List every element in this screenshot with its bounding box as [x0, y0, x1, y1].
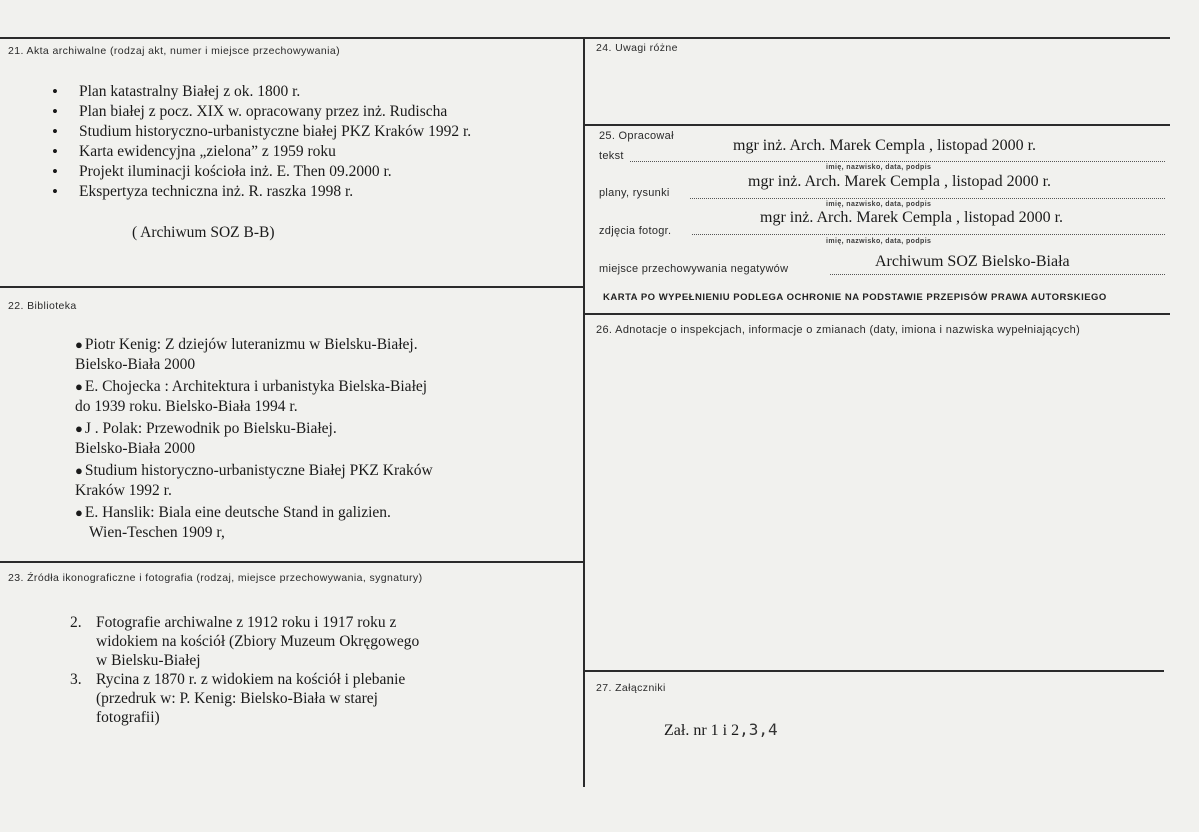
section-24-header: 24. Uwagi różne — [596, 42, 678, 54]
row-caption: imię, nazwisko, data, podpis — [826, 164, 932, 171]
row-value-tekst: mgr inż. Arch. Marek Cempla , listopad 2000 r. — [733, 137, 1037, 154]
section-21-list — [52, 82, 512, 202]
bib-line: Piotr Kenig: Z dziejów luteranizmu w Bielsku-Białej. — [84, 336, 418, 353]
section-22-header: 22. Biblioteka — [8, 300, 77, 312]
bullet-icon: ● — [75, 421, 83, 436]
list-item — [75, 503, 495, 543]
dotted-line — [692, 234, 1165, 235]
section-27-header: 27. Załączniki — [596, 682, 666, 694]
bib-line: Wien-Teschen 1909 r, — [89, 524, 225, 541]
list-item: • Plan katastralny Białej z ok. 1800 r. — [52, 82, 512, 102]
item-line: fotografii) — [96, 709, 160, 726]
section-23-list — [70, 613, 490, 727]
list-item — [70, 613, 490, 670]
bullet-icon: ● — [75, 337, 83, 352]
section-23-header: 23. Źródła ikonograficzne i fotografia (rodzaj, miejsce przechowywania, sygnatury) — [8, 572, 423, 584]
section-22-list — [75, 335, 495, 545]
dotted-line — [830, 274, 1165, 275]
list-item: • Studium historyczno-urbanistyczne białej PKZ Kraków 1992 r. — [52, 122, 512, 142]
attachments-handwritten: ,3,4 — [739, 720, 778, 739]
item-line: Fotografie archiwalne z 1912 roku i 1917 roku z — [96, 614, 397, 631]
row-label-tekst: tekst — [599, 150, 624, 162]
list-item: • Ekspertyza techniczna inż. R. raszka 1998 r. — [52, 182, 512, 202]
divider-21-22 — [0, 286, 584, 288]
list-item: • Karta ewidencyjna „zielona” z 1959 roku — [52, 142, 512, 162]
bib-line: Kraków 1992 r. — [75, 482, 172, 499]
item-line: widokiem na kościół (Zbiory Muzeum Okręgowego — [96, 633, 420, 650]
dotted-line — [630, 161, 1165, 162]
list-item — [75, 461, 495, 501]
item-line: (przedruk w: P. Kenig: Bielsko-Biała w starej — [96, 690, 378, 707]
bib-line: Bielsko-Biała 2000 — [75, 440, 196, 457]
bib-line: E. Chojecka : Architektura i urbanistyka Bielska-Białej — [84, 378, 428, 395]
list-item — [75, 419, 495, 459]
top-rule-right — [584, 37, 1170, 39]
copyright-notice: KARTA PO WYPEŁNIENIU PODLEGA OCHRONIE NA PODSTAWIE PRZEPISÓW PRAWA AUTORSKIEGO — [603, 292, 1107, 303]
bullet-icon: ● — [75, 505, 83, 520]
row-label-plany: plany, rysunki — [599, 187, 670, 199]
divider-22-23 — [0, 561, 584, 563]
row-caption: imię, nazwisko, data, podpis — [826, 238, 932, 245]
divider-26-27 — [584, 670, 1164, 672]
row-value-zdjecia: mgr inż. Arch. Marek Cempla , listopad 2000 r. — [760, 209, 1064, 226]
attachments-value — [664, 720, 778, 740]
dotted-line — [690, 198, 1165, 199]
negatives-value: Archiwum SOZ Bielsko-Biała — [875, 253, 1070, 270]
divider-25-26 — [584, 313, 1170, 315]
item-number: 2. — [70, 614, 82, 631]
item-line: Rycina z 1870 r. z widokiem na kościół i plebanie — [96, 671, 406, 688]
attachments-typed: Zał. nr 1 i 2 — [664, 722, 740, 739]
divider-24-25 — [584, 124, 1170, 126]
section-21-header: 21. Akta archiwalne (rodzaj akt, numer i miejsce przechowywania) — [8, 45, 340, 57]
bib-line: Bielsko-Biała 2000 — [75, 356, 196, 373]
list-item — [75, 377, 495, 417]
bib-line: Studium historyczno-urbanistyczne Białej PKZ Kraków — [84, 462, 433, 479]
list-item — [70, 670, 490, 727]
bullet-icon: ● — [75, 379, 83, 394]
section-26-header: 26. Adnotacje o inspekcjach, informacje o zmianach (daty, imiona i nazwiska wypełniających) — [596, 324, 1081, 336]
item-number: 3. — [70, 671, 82, 688]
bib-line: E. Hanslik: Biala eine deutsche Stand in galizien. — [84, 504, 391, 521]
center-divider — [583, 37, 585, 787]
item-line: w Bielsku-Białej — [96, 652, 201, 669]
bullet-icon: ● — [75, 463, 83, 478]
list-item — [75, 335, 495, 375]
row-value-plany: mgr inż. Arch. Marek Cempla , listopad 2000 r. — [748, 173, 1052, 190]
section-25-header: 25. Opracował — [599, 130, 674, 142]
top-rule-left — [0, 37, 584, 39]
list-item: • Plan białej z pocz. XIX w. opracowany przez inż. Rudischa — [52, 102, 512, 122]
list-item: • Projekt iluminacji kościoła inż. E. Then 09.2000 r. — [52, 162, 512, 182]
row-caption: imię, nazwisko, data, podpis — [826, 201, 932, 208]
bib-line: J . Polak: Przewodnik po Bielsku-Białej. — [84, 420, 337, 437]
negatives-label: miejsce przechowywania negatywów — [599, 263, 789, 275]
bib-line: do 1939 roku. Bielsko-Biała 1994 r. — [75, 398, 298, 415]
section-21-note: ( Archiwum SOZ B-B) — [132, 224, 275, 241]
row-label-zdjecia: zdjęcia fotogr. — [599, 225, 672, 237]
